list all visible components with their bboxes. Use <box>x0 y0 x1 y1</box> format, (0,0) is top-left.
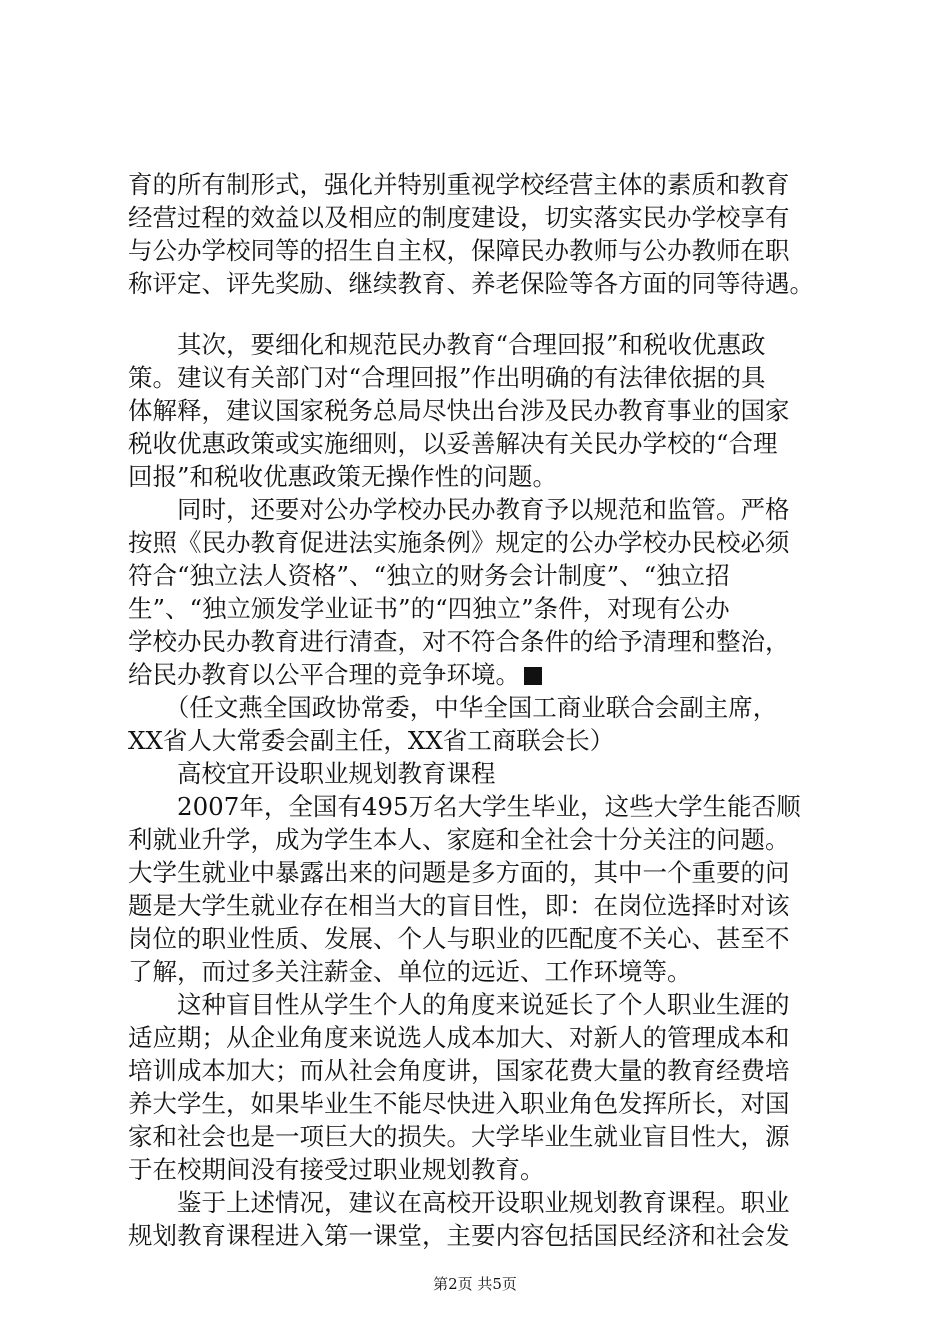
text-line: 回报”和税收优惠政策无操作性的问题。 <box>128 462 558 491</box>
text-line: 于在校期间没有接受过职业规划教育。 <box>128 1155 545 1184</box>
text-line: 大学生就业中暴露出来的问题是多方面的，其中一个重要的问 <box>128 858 790 887</box>
text-segment: 给民办教育以公平合理的竞争环境。 <box>128 660 520 689</box>
text-line: 家和社会也是一项巨大的损失。大学毕业生就业盲目性大，源 <box>128 1122 790 1151</box>
document-body <box>128 168 843 1252</box>
text-line: 其次，要细化和规范民办教育“合理回报”和税收优惠政 <box>128 330 766 359</box>
text-line: 规划教育课程进入第一课堂，主要内容包括国民经济和社会发 <box>128 1221 790 1250</box>
text-line: 符合“独立法人资格”、“独立的财务会计制度”、“独立招 <box>128 561 730 590</box>
text-line: 鉴于上述情况，建议在高校开设职业规划教育课程。职业 <box>128 1188 790 1217</box>
text-line: 学校办民办教育进行清查，对不符合条件的给予清理和整治， <box>128 627 790 656</box>
text-line: 岗位的职业性质、发展、个人与职业的匹配度不关心、甚至不 <box>128 924 790 953</box>
text-line: 策。建议有关部门对“合理回报”作出明确的有法律依据的具 <box>128 363 766 392</box>
text-line: 经营过程的效益以及相应的制度建设，切实落实民办学校享有 <box>128 203 790 232</box>
author-note-line: XX省人大常委会副主任，XX省工商联会长） <box>128 726 615 755</box>
paragraph-gap <box>128 300 843 328</box>
text-line: 按照《民办教育促进法实施条例》规定的公办学校办民校必须 <box>128 528 790 557</box>
text-line: 体解释，建议国家税务总局尽快出台涉及民办教育事业的国家 <box>128 396 790 425</box>
text-line: 这种盲目性从学生个人的角度来说延长了个人职业生涯的 <box>128 990 790 1019</box>
section-title: 高校宜开设职业规划教育课程 <box>128 759 496 788</box>
text-line: 税收优惠政策或实施细则，以妥善解决有关民办学校的“合理 <box>128 429 778 458</box>
text-line: 育的所有制形式，强化并特别重视学校经营主体的素质和教育 <box>128 170 790 199</box>
text-line: 培训成本加大；而从社会角度讲，国家花费大量的教育经费培 <box>128 1056 790 1085</box>
text-line: 养大学生，如果毕业生不能尽快进入职业角色发挥所长，对国 <box>128 1089 790 1118</box>
author-note-line: （任文燕全国政协常委，中华全国工商业联合会副主席， <box>128 693 778 722</box>
text-line: 2007年，全国有495万名大学生毕业，这些大学生能否顺 <box>128 792 801 821</box>
text-line: 称评定、评先奖励、继续教育、养老保险等各方面的同等待遇。 <box>128 269 814 298</box>
black-square-icon <box>524 667 542 685</box>
text-line: 与公办学校同等的招生自主权，保障民办教师与公办教师在职 <box>128 236 790 265</box>
text-line: 同时，还要对公办学校办民办教育予以规范和监管。严格 <box>128 495 790 524</box>
text-line-with-end-mark <box>128 658 843 691</box>
text-line: 生”、“独立颁发学业证书”的“四独立”条件，对现有公办 <box>128 594 730 623</box>
text-line: 题是大学生就业存在相当大的盲目性，即：在岗位选择时对该 <box>128 891 790 920</box>
page-number-footer: 第2页 共5页 <box>433 1275 517 1293</box>
text-line: 了解，而过多关注薪金、单位的远近、工作环境等。 <box>128 957 692 986</box>
text-line: 适应期；从企业角度来说选人成本加大、对新人的管理成本和 <box>128 1023 790 1052</box>
text-line: 利就业升学，成为学生本人、家庭和全社会十分关注的问题。 <box>128 825 790 854</box>
